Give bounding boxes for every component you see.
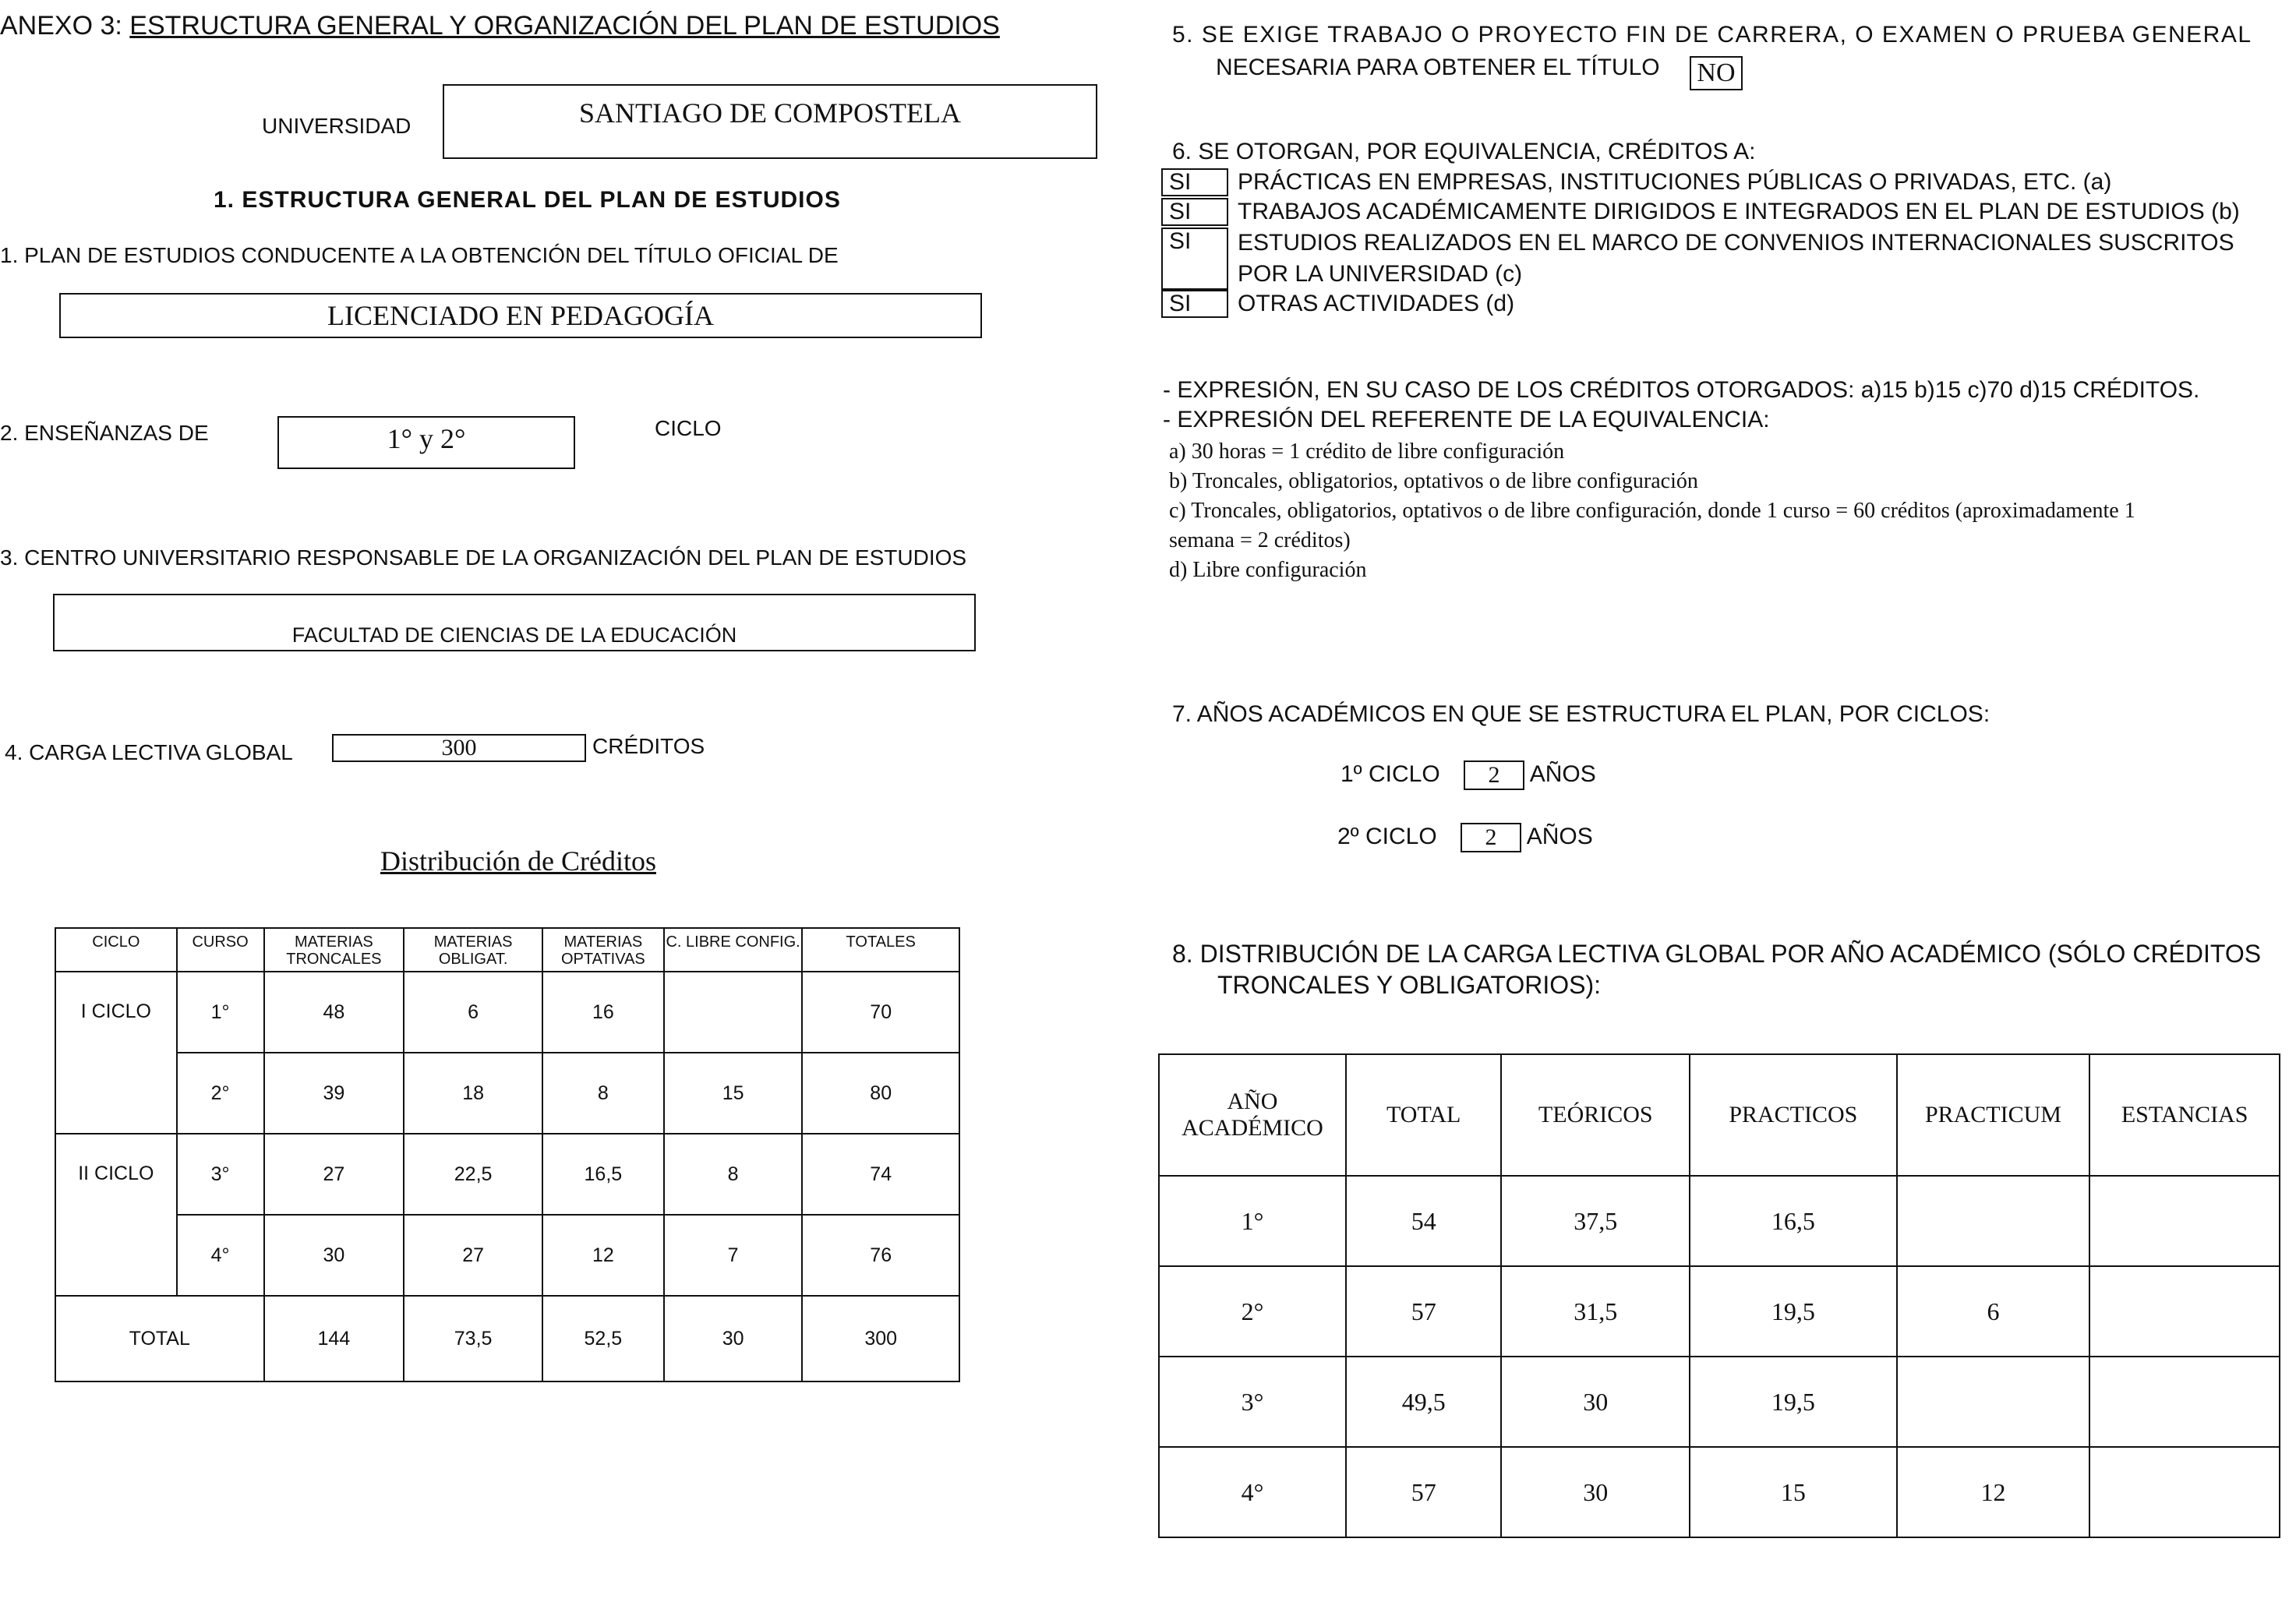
item6-option: [1161, 168, 2111, 196]
annex-prefix: ANEXO 3:: [0, 11, 130, 41]
total-row: [55, 1296, 959, 1381]
practicum-cell: [1897, 1176, 2090, 1266]
item6-option: [1161, 228, 2234, 290]
section1-title: 1. ESTRUCTURA GENERAL DEL PLAN DE ESTUDIOS: [214, 187, 841, 213]
table-row: [55, 972, 959, 1053]
teoricos-cell: 30: [1501, 1357, 1690, 1447]
item8-title-line1: 8. DISTRIBUCIÓN DE LA CARGA LECTIVA GLOBAL POR AÑO ACADÉMICO (SÓLO CRÉDITOS: [1172, 940, 2262, 968]
totales-cell: 76: [802, 1215, 959, 1296]
curso-cell: 4°: [177, 1215, 264, 1296]
universidad-label: UNIVERSIDAD: [262, 114, 412, 138]
totales-cell: 80: [802, 1053, 959, 1134]
cycle2-unit: AÑOS: [1526, 823, 1593, 849]
item4-value: 300: [332, 734, 586, 762]
header-estancias: ESTANCIAS: [2089, 1054, 2280, 1176]
libre-cell: [664, 972, 803, 1053]
note-c: c) Troncales, obligatorios, optativos o de libre configuración, donde 1 curso = 60 créditos (aproximadamente 1: [1169, 499, 2135, 523]
practicum-cell: 12: [1897, 1447, 2090, 1537]
distribucion-header-row: [55, 928, 959, 972]
total-cell: 57: [1346, 1266, 1502, 1357]
option-text: TRABAJOS ACADÉMICAMENTE DIRIGIDOS E INTEGRADOS EN EL PLAN DE ESTUDIOS (b): [1238, 199, 2240, 224]
item8-title-line2: TRONCALES Y OBLIGATORIOS):: [1217, 971, 1601, 999]
item4-suffix: CRÉDITOS: [592, 734, 705, 758]
table-row: [1159, 1266, 2280, 1357]
item1-title-value: LICENCIADO EN PEDAGOGÍA: [59, 293, 982, 338]
header-teoricos: TEÓRICOS: [1501, 1054, 1690, 1176]
header-troncales: MATERIAS TRONCALES: [264, 928, 404, 972]
table-row: [1159, 1447, 2280, 1537]
libre-cell: 8: [664, 1134, 803, 1215]
distribucion-title: Distribución de Créditos: [380, 845, 656, 877]
item5-text: NECESARIA PARA OBTENER EL TÍTULO: [1216, 54, 1660, 80]
expresion-referente: - EXPRESIÓN DEL REFERENTE DE LA EQUIVALENCIA:: [1163, 407, 1770, 432]
cycle1-label: 1º CICLO: [1341, 760, 1440, 787]
header-practicos: PRACTICOS: [1690, 1054, 1897, 1176]
header-totales: TOTALES: [802, 928, 959, 972]
cycle-cell: I CICLO: [55, 972, 177, 1134]
optativas-total: 52,5: [542, 1296, 664, 1381]
option-text: OTRAS ACTIVIDADES (d): [1238, 291, 1515, 316]
estancias-cell: [2089, 1176, 2280, 1266]
anio-cell: 4°: [1159, 1447, 1346, 1537]
totales-cell: 70: [802, 972, 959, 1053]
item7-cycle1: [1341, 760, 1596, 790]
troncales-cell: 39: [264, 1053, 404, 1134]
curso-cell: 2°: [177, 1053, 264, 1134]
header-obligat: MATERIAS OBLIGAT.: [404, 928, 542, 972]
option-mark: SI: [1161, 198, 1228, 226]
troncales-total: 144: [264, 1296, 404, 1381]
table-row: [55, 1053, 959, 1134]
carga-table: [1158, 1053, 2280, 1538]
option-mark: SI: [1161, 228, 1228, 290]
cycle2-label: 2º CICLO: [1337, 823, 1437, 849]
obligat-cell: 18: [404, 1053, 542, 1134]
cycle1-unit: AÑOS: [1529, 760, 1596, 787]
header-anio: AÑO ACADÉMICO: [1159, 1054, 1346, 1176]
libre-cell: 7: [664, 1215, 803, 1296]
item4-label: 4. CARGA LECTIVA GLOBAL: [5, 740, 293, 764]
header-libre: C. LIBRE CONFIG.: [664, 928, 803, 972]
option-text-cont: POR LA UNIVERSIDAD (c): [1238, 261, 1523, 287]
header-optativas: MATERIAS OPTATIVAS: [542, 928, 664, 972]
item7-cycle2: [1337, 823, 1593, 852]
cycle2-value: 2: [1461, 823, 1521, 852]
obligat-total: 73,5: [404, 1296, 542, 1381]
estancias-cell: [2089, 1357, 2280, 1447]
practicum-cell: 6: [1897, 1266, 2090, 1357]
teoricos-cell: 31,5: [1501, 1266, 1690, 1357]
table-row: [55, 1215, 959, 1296]
practicos-cell: 19,5: [1690, 1357, 1897, 1447]
anio-cell: 2°: [1159, 1266, 1346, 1357]
distribucion-table: [55, 927, 960, 1382]
obligat-cell: 22,5: [404, 1134, 542, 1215]
optativas-cell: 16,5: [542, 1134, 664, 1215]
cycle1-value: 2: [1464, 760, 1524, 790]
totales-total: 300: [802, 1296, 959, 1381]
option-text: ESTUDIOS REALIZADOS EN EL MARCO DE CONVENIOS INTERNACIONALES SUSCRITOS: [1238, 230, 2234, 256]
item1-label: 1. PLAN DE ESTUDIOS CONDUCENTE A LA OBTENCIÓN DEL TÍTULO OFICIAL DE: [0, 243, 839, 267]
optativas-cell: 12: [542, 1215, 664, 1296]
optativas-cell: 16: [542, 972, 664, 1053]
total-cell: 57: [1346, 1447, 1502, 1537]
curso-cell: 1°: [177, 972, 264, 1053]
libre-cell: 15: [664, 1053, 803, 1134]
table-row: [1159, 1176, 2280, 1266]
troncales-cell: 27: [264, 1134, 404, 1215]
item6-title: 6. SE OTORGAN, POR EQUIVALENCIA, CRÉDITOS A:: [1172, 139, 1756, 164]
total-cell: 54: [1346, 1176, 1502, 1266]
item6-option: [1161, 198, 2240, 226]
option-mark: SI: [1161, 168, 1228, 196]
note-d: d) Libre configuración: [1169, 558, 1367, 582]
table-row: [1159, 1357, 2280, 1447]
anio-cell: 1°: [1159, 1176, 1346, 1266]
option-text-block: [1238, 228, 2234, 290]
optativas-cell: 8: [542, 1053, 664, 1134]
item2-label: 2. ENSEÑANZAS DE: [0, 421, 209, 445]
item7-title: 7. AÑOS ACADÉMICOS EN QUE SE ESTRUCTURA EL PLAN, POR CICLOS:: [1172, 701, 1990, 727]
option-text: PRÁCTICAS EN EMPRESAS, INSTITUCIONES PÚBLICAS O PRIVADAS, ETC. (a): [1238, 169, 2112, 195]
annex-title: ESTRUCTURA GENERAL Y ORGANIZACIÓN DEL PLAN DE ESTUDIOS: [129, 11, 1000, 41]
troncales-cell: 48: [264, 972, 404, 1053]
annex-heading: [0, 11, 1000, 41]
carga-header-row: [1159, 1054, 2280, 1176]
anio-cell: 3°: [1159, 1357, 1346, 1447]
header-total: TOTAL: [1346, 1054, 1502, 1176]
item3-value: FACULTAD DE CIENCIAS DE LA EDUCACIÓN: [53, 594, 976, 651]
header-curso: CURSO: [177, 928, 264, 972]
item5-line2: [1216, 51, 1743, 86]
option-mark: SI: [1161, 290, 1228, 318]
teoricos-cell: 37,5: [1501, 1176, 1690, 1266]
estancias-cell: [2089, 1447, 2280, 1537]
troncales-cell: 30: [264, 1215, 404, 1296]
note-a: a) 30 horas = 1 crédito de libre configuración: [1169, 439, 1565, 464]
libre-total: 30: [664, 1296, 803, 1381]
expresion-creditos: - EXPRESIÓN, EN SU CASO DE LOS CRÉDITOS OTORGADOS: a)15 b)15 c)70 d)15 CRÉDITOS.: [1163, 377, 2200, 403]
estancias-cell: [2089, 1266, 2280, 1357]
item2-value: 1° y 2°: [277, 416, 575, 469]
header-practicum: PRACTICUM: [1897, 1054, 2090, 1176]
item3-label: 3. CENTRO UNIVERSITARIO RESPONSABLE DE LA ORGANIZACIÓN DEL PLAN DE ESTUDIOS: [0, 545, 967, 570]
practicos-cell: 15: [1690, 1447, 1897, 1537]
totales-cell: 74: [802, 1134, 959, 1215]
universidad-value: SANTIAGO DE COMPOSTELA: [443, 84, 1097, 159]
table-row: [55, 1134, 959, 1215]
cycle-cell: II CICLO: [55, 1134, 177, 1296]
obligat-cell: 27: [404, 1215, 542, 1296]
note-c-cont: semana = 2 créditos): [1169, 528, 1351, 552]
practicos-cell: 16,5: [1690, 1176, 1897, 1266]
total-label: TOTAL: [55, 1296, 264, 1381]
item6-option: [1161, 290, 1514, 318]
note-b: b) Troncales, obligatorios, optativos o de libre configuración: [1169, 469, 1698, 493]
curso-cell: 3°: [177, 1134, 264, 1215]
teoricos-cell: 30: [1501, 1447, 1690, 1537]
practicum-cell: [1897, 1357, 2090, 1447]
practicos-cell: 19,5: [1690, 1266, 1897, 1357]
item5-line1: 5. SE EXIGE TRABAJO O PROYECTO FIN DE CARRERA, O EXAMEN O PRUEBA GENERAL: [1172, 22, 2252, 48]
item5-answer: NO: [1690, 56, 1743, 90]
header-ciclo: CICLO: [55, 928, 177, 972]
total-cell: 49,5: [1346, 1357, 1502, 1447]
obligat-cell: 6: [404, 972, 542, 1053]
item2-suffix: CICLO: [655, 416, 722, 440]
